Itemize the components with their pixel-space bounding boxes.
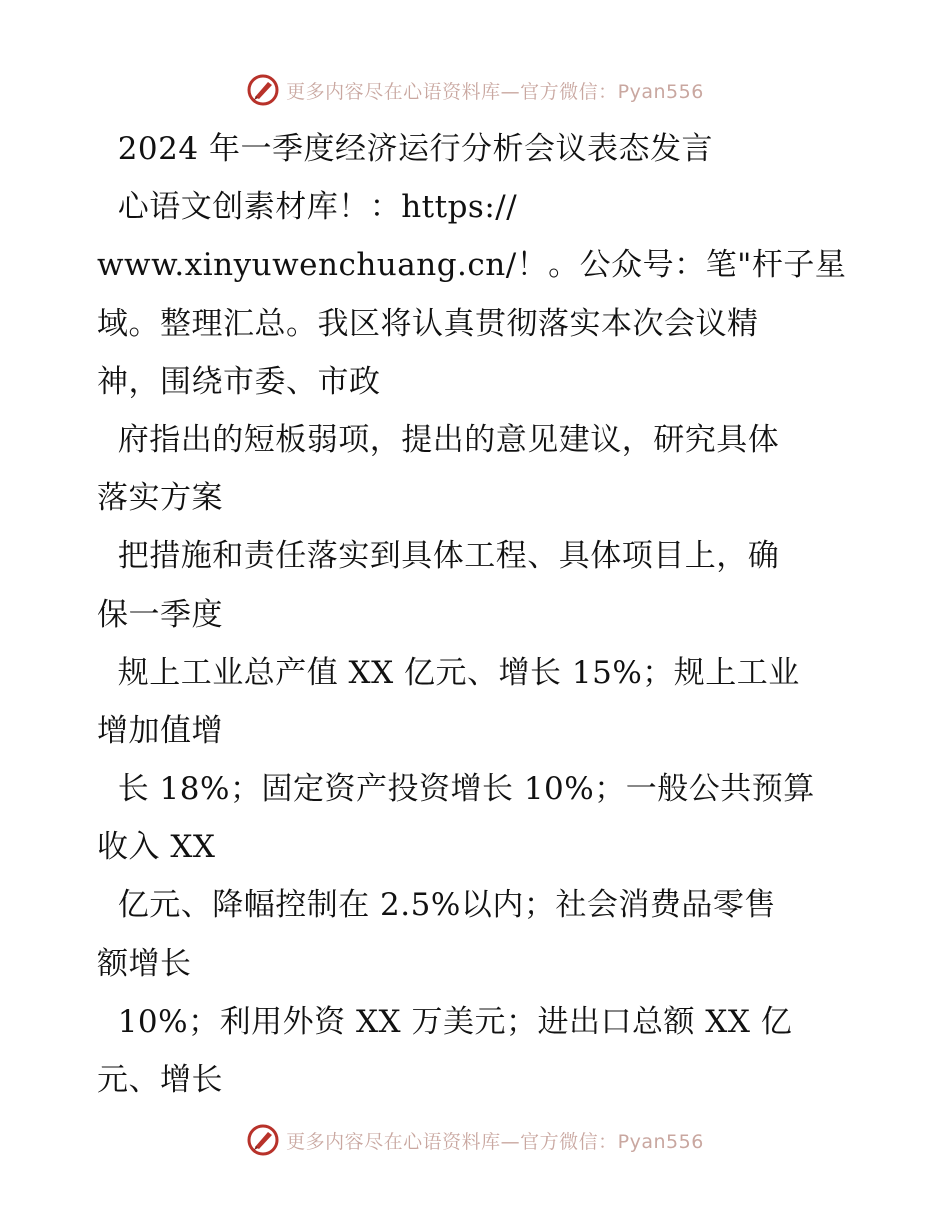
- text-line: 10%；利用外资 XX 万美元；进出口总额 XX 亿: [97, 1003, 793, 1040]
- text-line: 保一季度: [97, 596, 223, 633]
- text-line: 额增长: [97, 945, 192, 982]
- logo-icon: [246, 73, 280, 107]
- header-banner: [0, 70, 950, 110]
- logo-icon: [246, 1123, 280, 1157]
- text-line: 域。整理汇总。我区将认真贯彻落实本次会议精: [97, 305, 759, 342]
- text-line: www.xinyuwenchuang.cn/！。公众号：笔"杆子星: [97, 247, 847, 284]
- text-line: 落实方案: [97, 480, 223, 517]
- document-title-line: 2024 年一季度经济运行分析会议表态发言: [97, 131, 713, 167]
- footer-banner-text: 更多内容尽在心语资料库—官方微信：Pyan556: [286, 1130, 704, 1153]
- text-line: 亿元、降幅控制在 2.5%以内；社会消费品零售: [97, 887, 776, 924]
- text-line: 府指出的短板弱项，提出的意见建议，研究具体: [97, 421, 780, 458]
- footer-banner: [0, 1120, 950, 1160]
- text-line: 规上工业总产值 XX 亿元、增长 15%；规上工业: [97, 654, 800, 691]
- text-line: 长 18%；固定资产投资增长 10%；一般公共预算: [97, 771, 815, 808]
- document-body: [97, 120, 857, 1109]
- text-line: 心语文创素材库！：https://: [97, 189, 518, 226]
- text-line: 增加值增: [97, 712, 223, 749]
- text-line: 收入 XX: [97, 829, 216, 866]
- text-line: 元、增长: [97, 1062, 223, 1098]
- header-banner-text: 更多内容尽在心语资料库—官方微信：Pyan556: [286, 80, 704, 103]
- text-line: 把措施和责任落实到具体工程、具体项目上，确: [97, 538, 780, 575]
- text-line: 神，围绕市委、市政: [97, 363, 381, 400]
